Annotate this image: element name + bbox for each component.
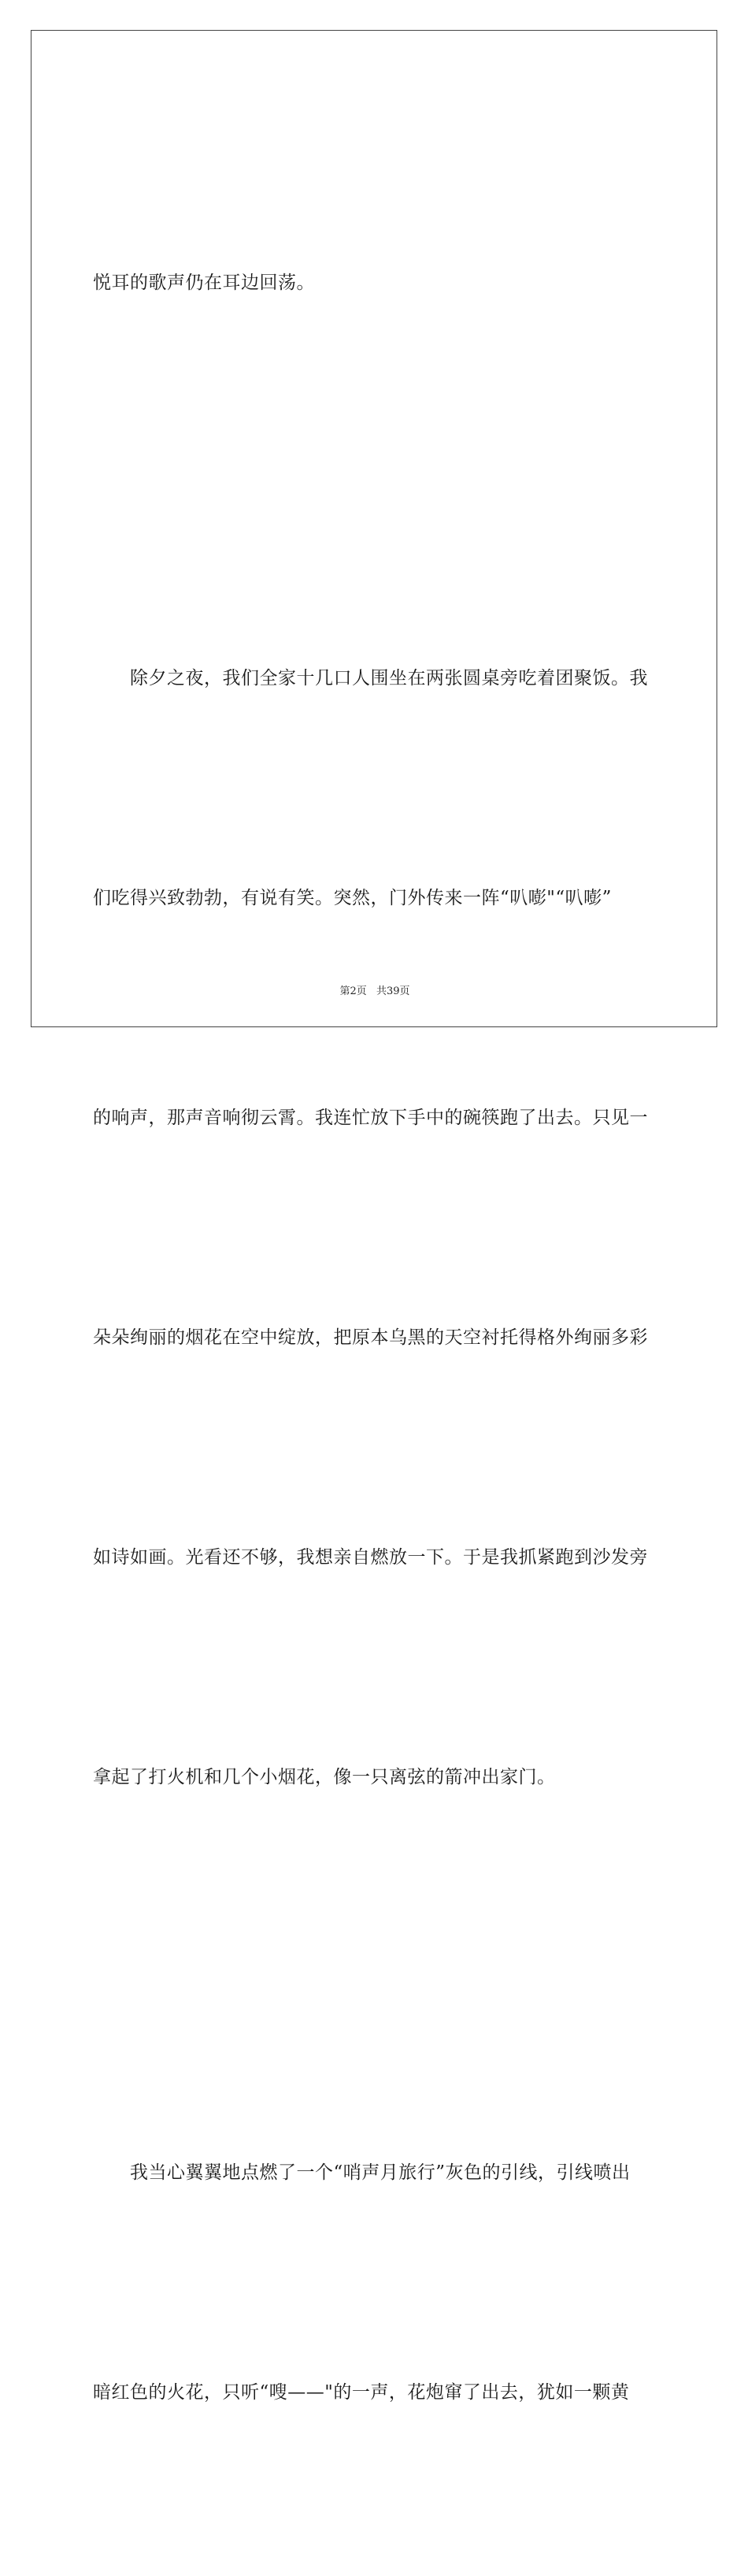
paragraph-1 <box>93 100 657 466</box>
text-line: 朵朵绚丽的烟花在空中绽放，把原本乌黑的天空衬托得格外绚丽多彩 <box>93 1327 648 1348</box>
page-frame <box>31 30 717 2403</box>
text-line: 如诗如画。光看还不够，我想亲自燃放一下。于是我抓紧跑到沙发旁 <box>93 1547 648 1568</box>
text-line: 们吃得兴致勃勃，有说有笑。突然，门外传来一阵“叭嘭"“叭嘭” <box>93 888 612 908</box>
text-line: 悦耳的歌声仍在耳边回荡。 <box>93 273 315 293</box>
text-line: 除夕之夜，我们全家十几口人围坐在两张圆桌旁吃着团聚饭。我 <box>93 668 648 689</box>
paragraph-gap <box>93 1961 657 1990</box>
text-line: 我当心翼翼地点燃了一个“哨声月旅行”灰色的引线，引线喷出 <box>93 2162 631 2183</box>
document-body <box>93 100 657 2576</box>
page-footer <box>31 982 718 997</box>
page-total: 共39页 <box>376 985 410 997</box>
paragraph-3 <box>93 1990 657 2576</box>
page-number: 第2页 <box>339 985 367 997</box>
paragraph-2 <box>93 496 657 1961</box>
paragraph-gap <box>93 466 657 496</box>
text-line: 暗红色的火花，只听“嗖——"的一声，花炮窜了出去，犹如一颗黄 <box>93 2382 630 2403</box>
text-line: 的响声，那声音响彻云霄。我连忙放下手中的碗筷跑了出去。只见一 <box>93 1108 648 1128</box>
text-line: 拿起了打火机和几个小烟花，像一只离弦的箭冲出家门。 <box>93 1767 556 1787</box>
